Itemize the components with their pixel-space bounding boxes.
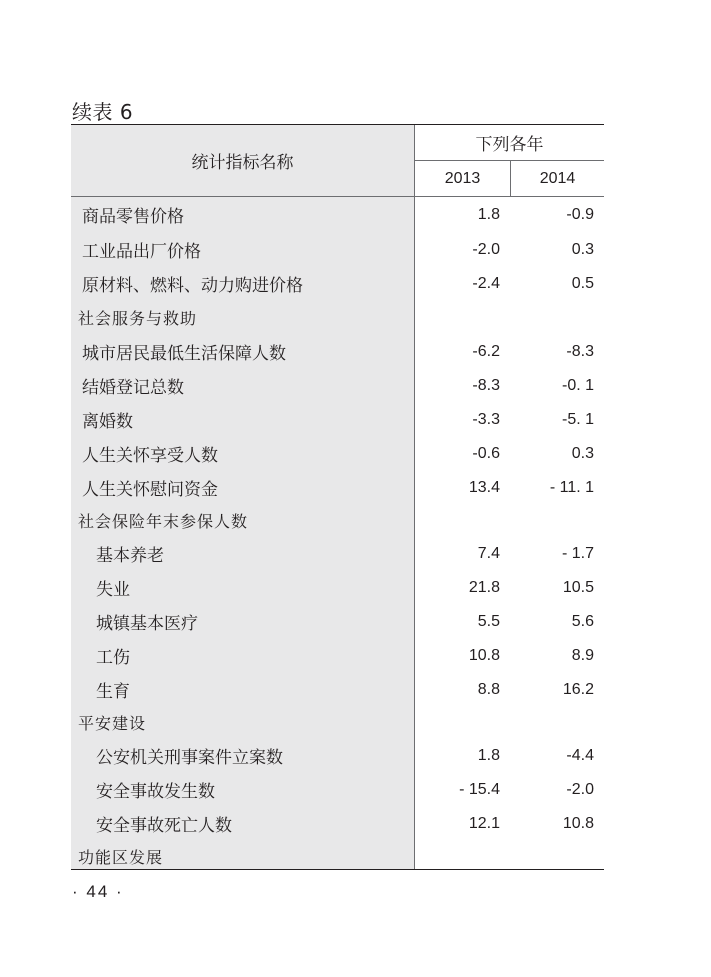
table-row	[71, 339, 604, 371]
value-2013: -2.4	[472, 275, 500, 292]
value-2014: -8.3	[566, 343, 594, 360]
value-2014: - 1.7	[561, 545, 594, 562]
indicator-label: 商品零售价格	[82, 207, 184, 227]
value-2014: -0.9	[566, 206, 594, 223]
value-2013: -8.3	[472, 377, 500, 394]
indicator-label: 生育	[96, 682, 130, 702]
table-caption: 续表 6	[72, 100, 134, 124]
value-2013: 21.8	[468, 579, 500, 596]
indicator-label: 安全事故发生数	[96, 782, 215, 802]
table-row	[71, 811, 604, 843]
value-2013: 13.4	[468, 479, 500, 496]
table-row	[71, 609, 604, 641]
table-row	[71, 541, 604, 573]
section-label: 社会服务与救助	[78, 309, 198, 328]
value-2013: - 15.4	[459, 781, 500, 798]
indicator-label: 人生关怀慰问资金	[82, 480, 218, 500]
value-2014: -0. 1	[561, 377, 594, 394]
value-2014: 16.2	[562, 681, 594, 698]
indicator-label: 结婚登记总数	[82, 378, 184, 398]
section-label: 平安建设	[78, 714, 147, 733]
table-row	[71, 777, 604, 809]
indicator-label: 离婚数	[82, 412, 133, 432]
value-2013: 8.8	[477, 681, 500, 698]
section-row	[71, 509, 604, 541]
value-2013: -3.3	[472, 411, 500, 428]
table-row	[71, 407, 604, 439]
header-years-group: 下列各年	[414, 125, 604, 160]
indicator-label: 基本养老	[96, 546, 164, 566]
indicator-label: 失业	[96, 580, 130, 600]
table-row	[71, 475, 604, 507]
section-label: 社会保险年末参保人数	[78, 512, 249, 531]
value-2013: 1.8	[477, 206, 500, 223]
value-2013: 7.4	[477, 545, 500, 562]
table-row	[71, 575, 604, 607]
value-2013: -0.6	[472, 445, 500, 462]
value-2014: 0.3	[571, 445, 594, 462]
value-2014: 10.5	[562, 579, 594, 596]
value-2014: 0.3	[571, 241, 594, 258]
table-header	[71, 124, 604, 196]
value-2014: -5. 1	[561, 411, 594, 428]
header-year-2014: 2014	[510, 161, 604, 196]
indicator-label: 城镇基本医疗	[96, 614, 198, 634]
value-2014: - 11. 1	[549, 479, 594, 496]
value-2014: 8.9	[571, 647, 594, 664]
value-2014: 10.8	[562, 815, 594, 832]
table-row	[71, 271, 604, 303]
table-row	[71, 677, 604, 709]
indicator-label: 人生关怀享受人数	[82, 446, 218, 466]
table-row	[71, 743, 604, 775]
indicator-label: 公安机关刑事案件立案数	[96, 748, 283, 768]
value-2013: 5.5	[477, 613, 500, 630]
value-2013: -6.2	[472, 343, 500, 360]
header-indicator-name: 统计指标名称	[71, 125, 414, 196]
value-2014: -4.4	[566, 747, 594, 764]
value-2014: 5.6	[571, 613, 594, 630]
section-label: 功能区发展	[78, 848, 164, 867]
section-row	[71, 711, 604, 743]
value-2013: -2.0	[472, 241, 500, 258]
table-row	[71, 643, 604, 675]
value-2014: -2.0	[566, 781, 594, 798]
indicator-label: 原材料、燃料、动力购进价格	[82, 276, 303, 296]
table-bottom-rule	[71, 869, 604, 870]
value-2013: 1.8	[477, 747, 500, 764]
header-year-2013: 2013	[414, 161, 510, 196]
indicator-label: 工伤	[96, 648, 130, 668]
section-row	[71, 306, 604, 338]
page-number: · 44 ·	[72, 882, 124, 901]
table-row	[71, 202, 604, 234]
value-2013: 12.1	[468, 815, 500, 832]
indicator-label: 工业品出厂价格	[82, 242, 201, 262]
table-row	[71, 237, 604, 269]
table-row	[71, 441, 604, 473]
value-2014: 0.5	[571, 275, 594, 292]
section-row	[71, 845, 604, 877]
indicator-label: 城市居民最低生活保障人数	[82, 344, 286, 364]
table-row	[71, 373, 604, 405]
value-2013: 10.8	[468, 647, 500, 664]
indicator-label: 安全事故死亡人数	[96, 816, 232, 836]
